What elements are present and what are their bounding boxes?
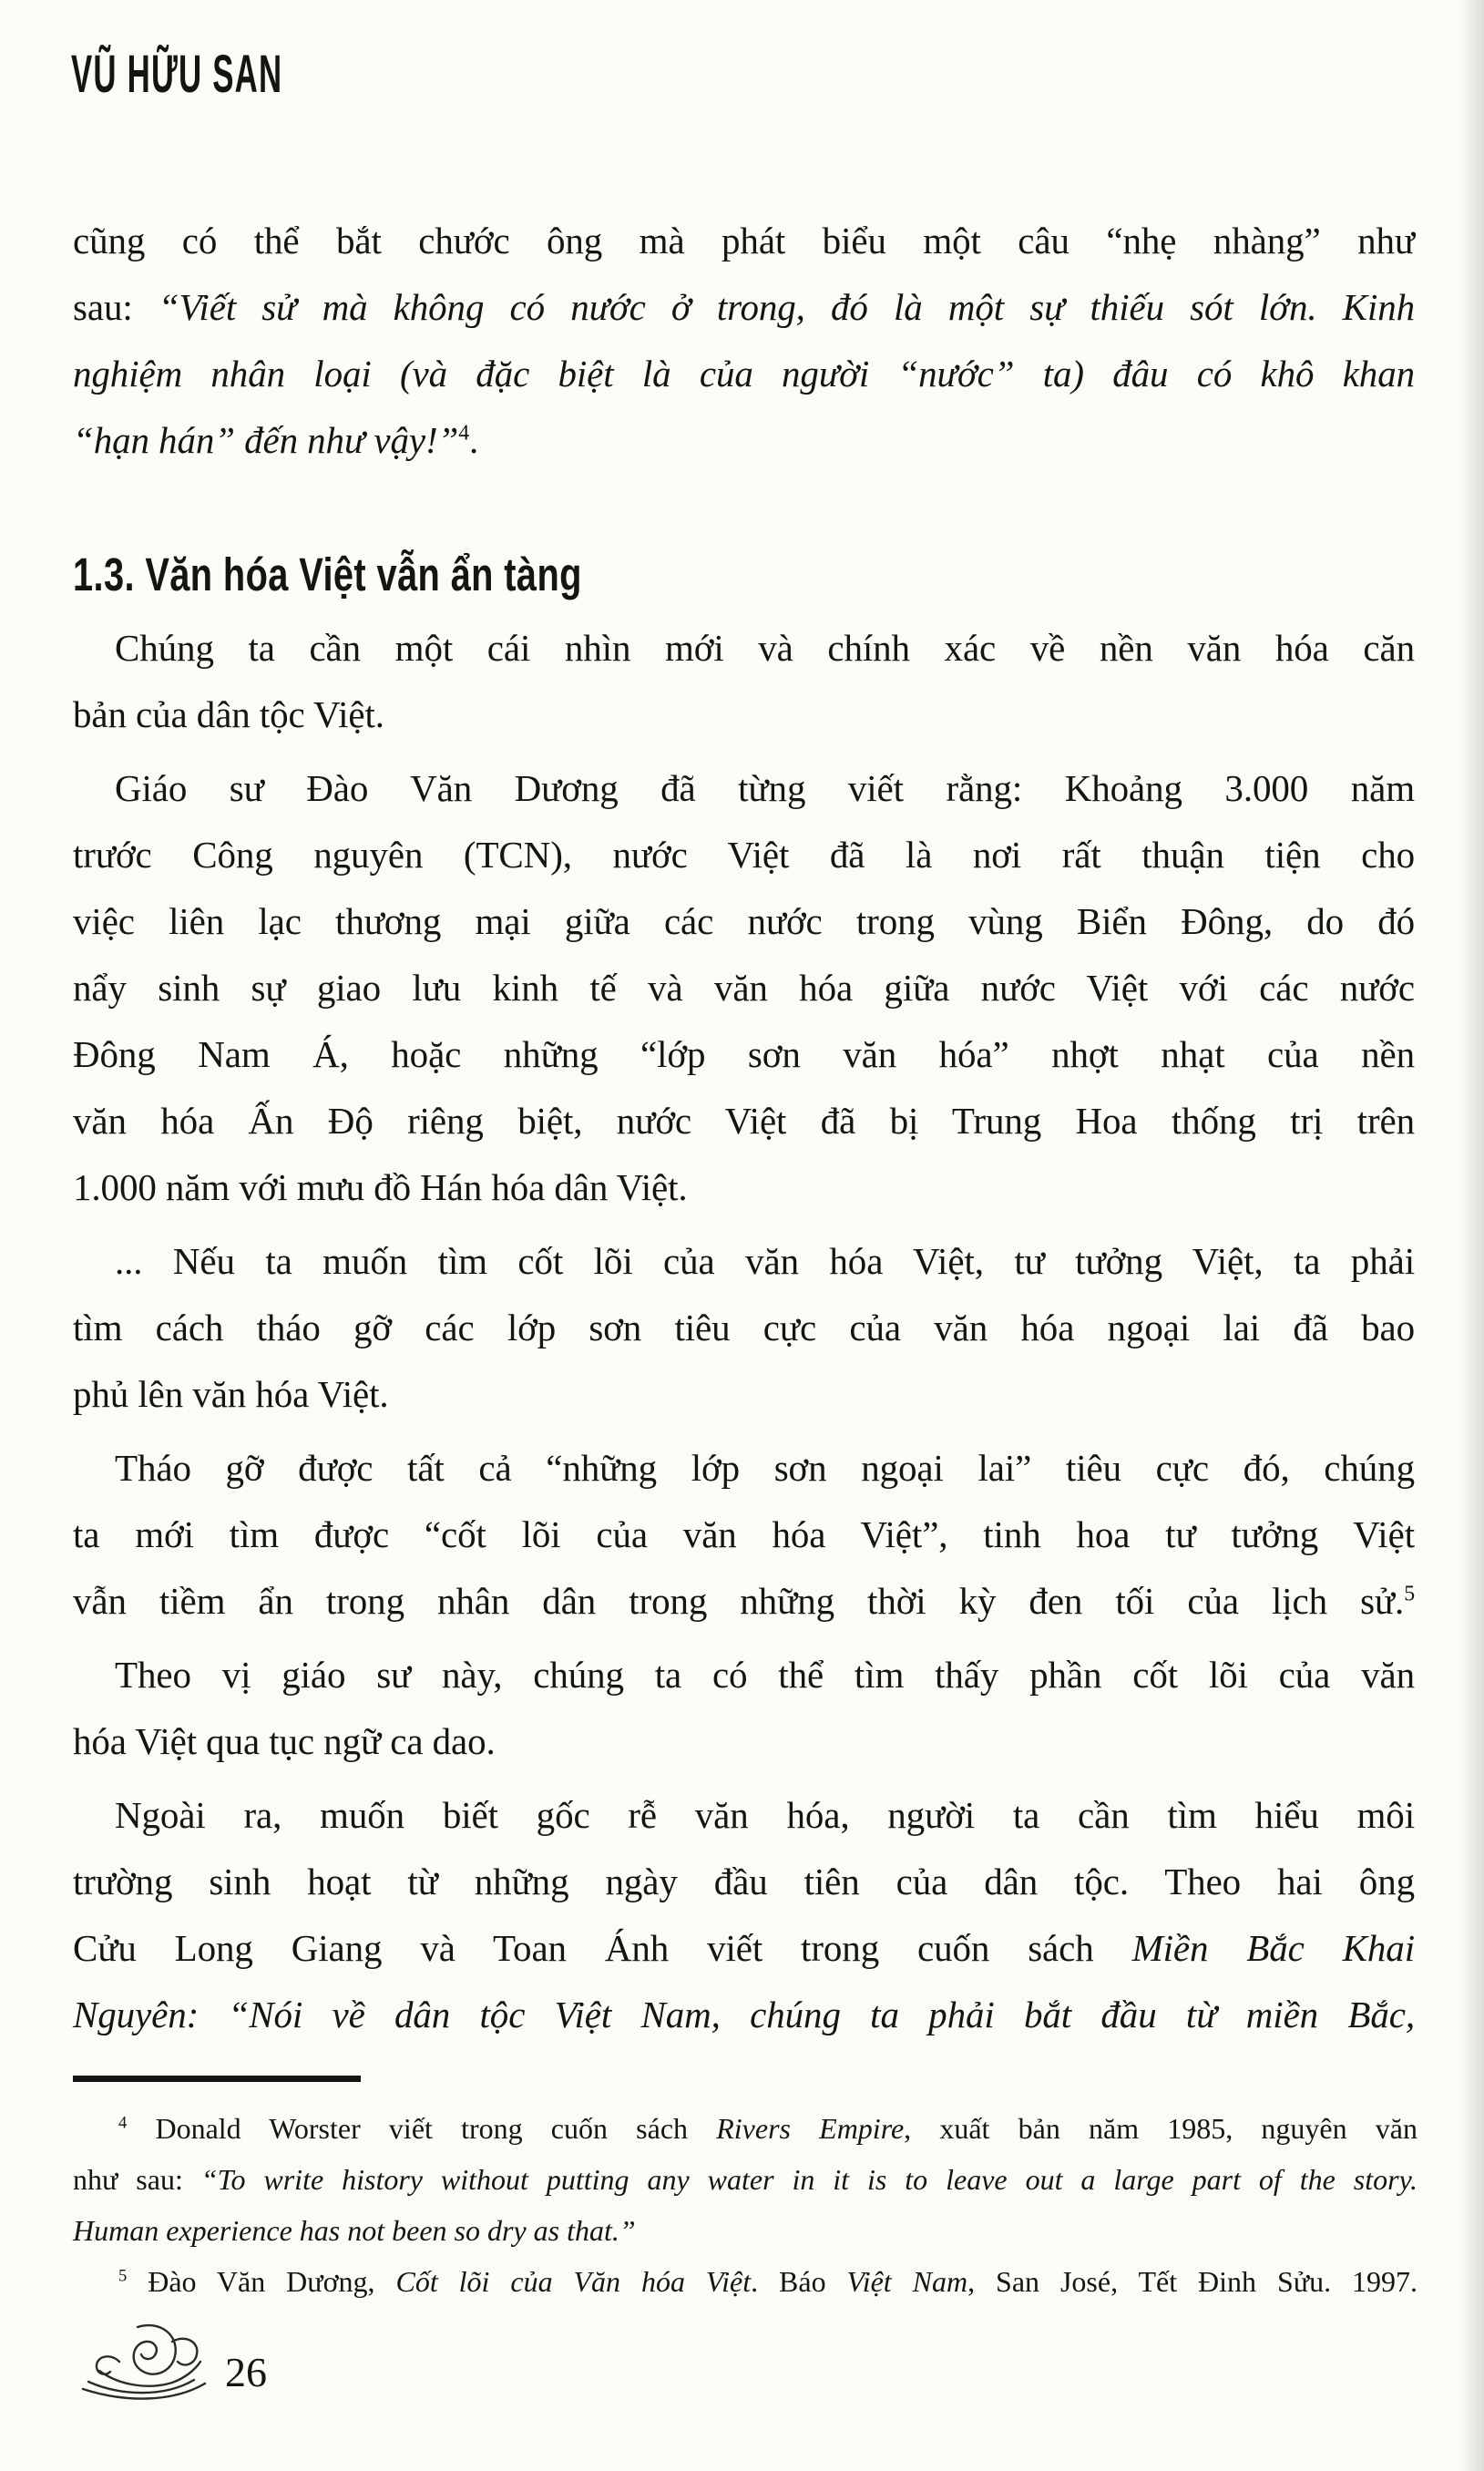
text-segment: Tháo gỡ được tất cả “những lớp sơn ngoại lai” tiêu cực đó, chúng [115, 1447, 1415, 1489]
text-segment: hóa Việt qua tục ngữ ca dao. [73, 1720, 496, 1762]
text-segment: nẩy sinh sự giao lưu kinh tế và văn hóa giữa nước Việt với các nước [73, 967, 1415, 1009]
text-segment: Donald Worster viết trong cuốn sách [127, 2112, 717, 2145]
footnote-line [73, 2103, 1417, 2154]
text-segment: “To write history without putting any water in it is to leave out a large part of the story. [200, 2163, 1418, 2196]
text-line [73, 407, 1415, 474]
body-text [73, 208, 1415, 2048]
section-heading [73, 547, 1415, 606]
text-line [73, 615, 1415, 682]
page-footer [77, 2312, 267, 2411]
page-number: 26 [225, 2349, 267, 2395]
text-line [73, 341, 1415, 407]
footnote-marker: 4 [458, 421, 470, 446]
text-line [73, 755, 1415, 822]
text-segment: Theo vị giáo sư này, chúng ta có thể tìm thấy phần cốt lõi của văn [115, 1654, 1415, 1696]
text-segment: trường sinh hoạt từ những ngày đầu tiên của dân tộc. Theo hai ông [73, 1861, 1415, 1902]
text-segment: Việt Nam [846, 2265, 968, 2298]
text-segment: Cốt lõi của Văn hóa Việt [395, 2265, 752, 2298]
scan-edge-shadow [1460, 0, 1484, 2471]
text-segment: văn hóa Ấn Độ riêng biệt, nước Việt đã bị Trung Hoa thống trị trên [73, 1100, 1415, 1142]
text-segment: Ngoài ra, muốn biết gốc rễ văn hóa, người ta cần tìm hiểu môi [115, 1794, 1415, 1836]
section-heading-text: 1.3. Văn hóa Việt vẫn ẩn tàng [73, 549, 582, 600]
text-segment: 1.000 năm với mưu đồ Hán hóa dân Việt. [73, 1166, 688, 1208]
text-line [73, 208, 1415, 274]
text-segment: Cửu Long Giang và Toan Ánh viết trong cuốn sách [73, 1927, 1132, 1969]
footnote-line [73, 2205, 1417, 2256]
text-line [73, 1228, 1415, 1295]
text-line [73, 888, 1415, 955]
paragraph [73, 1435, 1415, 1635]
text-line [73, 274, 1415, 341]
author-name: VŨ HỮU SAN [71, 45, 283, 104]
footnote-marker: 5 [118, 2266, 128, 2286]
wave-ornament-icon [77, 2312, 221, 2411]
text-line [73, 1502, 1415, 1568]
text-line [73, 682, 1415, 748]
footnotes [73, 2103, 1417, 2307]
text-line [73, 1642, 1415, 1708]
text-segment: cũng có thể bắt chước ông mà phát biểu một câu “nhẹ nhàng” như [73, 220, 1415, 261]
footnote-marker: 5 [1404, 1582, 1415, 1606]
paragraph [73, 1782, 1415, 2048]
footnote-marker: 4 [118, 2113, 128, 2133]
text-segment: việc liên lạc thương mại giữa các nước trong vùng Biển Đông, do đó [73, 900, 1415, 942]
text-line [73, 1435, 1415, 1502]
text-segment: Rivers Empire [716, 2112, 905, 2145]
text-segment: vẫn tiềm ẩn trong nhân dân trong những thời kỳ đen tối của lịch sử. [73, 1580, 1405, 1622]
footnote [73, 2103, 1417, 2256]
text-segment: Nguyên: “Nói về dân tộc Việt Nam, chúng ta phải bắt đầu từ miền Bắc, [73, 1994, 1415, 2035]
text-segment: Miền Bắc Khai [1131, 1927, 1415, 1969]
paragraph [73, 1228, 1415, 1428]
text-segment: “Viết sử mà không có nước ở trong, đó là một sự thiếu sót lớn. Kinh [158, 286, 1415, 328]
text-line [73, 822, 1415, 888]
text-segment: Giáo sư Đào Văn Dương đã từng viết rằng: Khoảng 3.000 năm [115, 767, 1415, 809]
text-line [73, 1088, 1415, 1154]
text-line [73, 1915, 1415, 1982]
text-segment: Human experience has not been so dry as that.” [73, 2214, 636, 2247]
text-segment: Đào Văn Dương, [127, 2265, 396, 2298]
text-line [73, 1021, 1415, 1088]
text-line [73, 1782, 1415, 1849]
footnote-line [73, 2154, 1417, 2205]
footnote-line [73, 2256, 1417, 2307]
text-segment: . [469, 419, 479, 461]
text-line [73, 1295, 1415, 1361]
text-segment: bản của dân tộc Việt. [73, 693, 384, 735]
text-line [73, 1154, 1415, 1221]
text-segment: , xuất bản năm 1985, nguyên văn [904, 2112, 1418, 2145]
text-segment: ta mới tìm được “cốt lõi của văn hóa Việt”, tinh hoa tư tưởng Việt [73, 1513, 1415, 1555]
paragraph [73, 755, 1415, 1221]
text-segment: “hạn hán” đến như vậy!” [73, 419, 459, 461]
text-segment: , San José, Tết Đinh Sửu. 1997. [967, 2265, 1418, 2298]
text-line [73, 1361, 1415, 1428]
text-line [73, 1849, 1415, 1915]
text-line [73, 1708, 1415, 1775]
text-segment: phủ lên văn hóa Việt. [73, 1373, 389, 1415]
text-segment: trước Công nguyên (TCN), nước Việt đã là nơi rất thuận tiện cho [73, 834, 1415, 876]
paragraph [73, 208, 1415, 474]
text-segment: như sau: [73, 2163, 201, 2196]
footnote [73, 2256, 1417, 2307]
text-segment: Đông Nam Á, hoặc những “lớp sơn văn hóa” nhợt nhạt của nền [73, 1033, 1415, 1075]
text-line [73, 1568, 1415, 1635]
text-line [73, 955, 1415, 1021]
text-segment: . Báo [751, 2265, 847, 2298]
running-header [71, 44, 424, 105]
footnote-separator [73, 2076, 361, 2082]
text-segment: nghiệm nhân loại (và đặc biệt là của người “nước” ta) đâu có khô khan [73, 353, 1415, 395]
paragraph [73, 1642, 1415, 1775]
text-segment: Chúng ta cần một cái nhìn mới và chính xác về nền văn hóa căn [115, 627, 1415, 669]
text-segment: ... Nếu ta muốn tìm cốt lõi của văn hóa Việt, tư tưởng Việt, ta phải [115, 1240, 1415, 1282]
text-segment: tìm cách tháo gỡ các lớp sơn tiêu cực của văn hóa ngoại lai đã bao [73, 1307, 1415, 1348]
text-line [73, 1982, 1415, 2048]
paragraph [73, 615, 1415, 748]
text-segment: sau: [73, 286, 159, 328]
